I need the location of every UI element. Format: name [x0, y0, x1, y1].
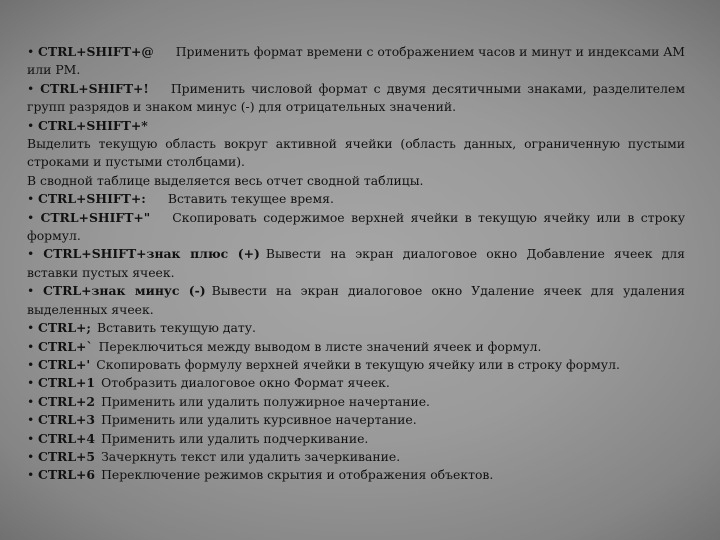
- bullet-icon: •: [27, 246, 35, 262]
- shortcut-key: CTRL+;: [37, 320, 92, 336]
- bullet-icon: •: [27, 375, 35, 391]
- bullet-icon: •: [27, 283, 35, 299]
- shortcut-description: Скопировать содержимое верхней ячейки в текущую ячейку или в строку формул.: [27, 209, 685, 244]
- list-item: [27, 448, 685, 466]
- shortcut-key: CTRL+2: [37, 393, 96, 409]
- list-item: [27, 411, 685, 429]
- shortcut-key: CTRL+SHIFT+!: [40, 80, 149, 96]
- list-item: [27, 356, 685, 374]
- list-item: [27, 374, 685, 392]
- shortcut-description: Вывести на экран диалоговое окно Удаление ячеек для удаления выделенных ячеек.: [27, 283, 685, 317]
- shortcut-key: CTRL+знак минус (-): [43, 283, 206, 299]
- shortcut-key: CTRL+SHIFT+:: [37, 191, 146, 207]
- shortcut-key: CTRL+`: [37, 338, 93, 354]
- shortcut-key: CTRL+5: [37, 448, 96, 464]
- shortcut-key: CTRL+1: [37, 375, 96, 391]
- bullet-icon: •: [27, 320, 35, 336]
- list-item: [27, 319, 685, 337]
- list-item: [27, 117, 685, 135]
- shortcut-list: [27, 43, 685, 485]
- bullet-icon: •: [27, 117, 35, 133]
- list-item: [27, 466, 685, 484]
- shortcut-description: Применить или удалить подчеркивание.: [101, 430, 369, 446]
- list-item: [27, 245, 685, 282]
- bullet-icon: •: [27, 191, 35, 207]
- shortcut-description: Применить формат времени с отображением часов и минут и индексами AM или PM.: [27, 44, 685, 78]
- shortcut-key: CTRL+SHIFT+": [40, 209, 151, 225]
- shortcut-key: CTRL+3: [37, 412, 96, 428]
- list-item: [27, 430, 685, 448]
- bullet-icon: •: [27, 209, 35, 225]
- bullet-icon: •: [27, 412, 35, 428]
- shortcut-description: Применить или удалить курсивное начертание.: [101, 412, 417, 428]
- shortcut-description: Переключиться между выводом в листе значений ячеек и формул.: [98, 338, 542, 354]
- bullet-icon: •: [27, 393, 35, 409]
- list-item: [27, 190, 685, 208]
- bullet-icon: •: [27, 448, 35, 464]
- shortcut-key: CTRL+SHIFT+знак плюс (+): [43, 246, 260, 262]
- bullet-icon: •: [27, 338, 35, 354]
- list-item: [27, 80, 685, 117]
- shortcut-key: CTRL+4: [37, 430, 96, 446]
- shortcut-description: Скопировать формулу верхней ячейки в текущую ячейку или в строку формул.: [96, 356, 620, 372]
- shortcut-description: Отобразить диалоговое окно Формат ячеек.: [101, 375, 390, 391]
- shortcut-description: Вставить текущее время.: [167, 191, 334, 207]
- bullet-icon: •: [27, 430, 35, 446]
- bullet-icon: •: [27, 467, 35, 483]
- shortcut-key: CTRL+': [37, 356, 91, 372]
- shortcut-description: Вставить текущую дату.: [97, 320, 256, 336]
- shortcut-description: Применить числовой формат с двумя десятичными знаками, разделителем групп разрядов и знаком минус (-) для отрицательных значений.: [27, 80, 685, 115]
- shortcut-key: CTRL+6: [37, 467, 96, 483]
- list-item: [27, 172, 685, 190]
- shortcut-key: CTRL+SHIFT+*: [37, 117, 148, 133]
- list-item: [27, 209, 685, 246]
- shortcut-description: Выделить текущую область вокруг активной ячейки (область данных, ограниченную пустыми строками и пустыми столбцами).: [27, 136, 685, 170]
- shortcut-description: Зачеркнуть текст или удалить зачеркивание.: [101, 448, 401, 464]
- list-item: [27, 43, 685, 80]
- list-item: [27, 282, 685, 319]
- list-item: [27, 393, 685, 411]
- shortcut-key: CTRL+SHIFT+@: [38, 44, 154, 59]
- bullet-icon: •: [27, 356, 35, 372]
- bullet-icon: •: [27, 44, 35, 59]
- shortcut-description: В сводной таблице выделяется весь отчет сводной таблицы.: [27, 172, 424, 188]
- list-item: [27, 135, 685, 172]
- bullet-icon: •: [27, 80, 35, 96]
- shortcut-description: Применить или удалить полужирное начертание.: [101, 393, 430, 409]
- shortcut-description: Вывести на экран диалоговое окно Добавление ячеек для вставки пустых ячеек.: [27, 246, 685, 280]
- list-item: [27, 338, 685, 356]
- shortcut-description: Переключение режимов скрытия и отображения объектов.: [101, 467, 494, 483]
